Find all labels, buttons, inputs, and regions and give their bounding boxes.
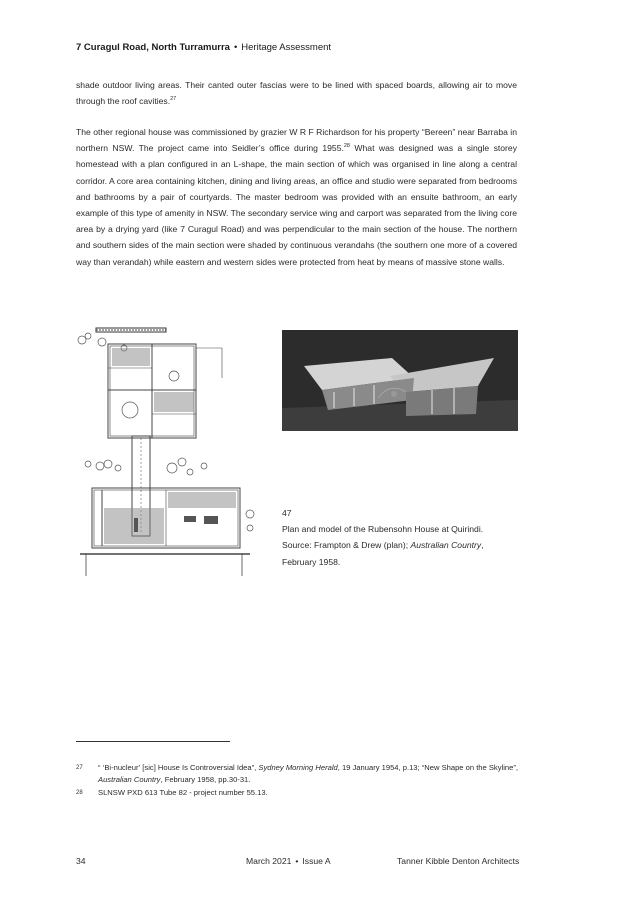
house-model-photo	[282, 330, 518, 431]
figure-caption	[282, 505, 522, 570]
footnote-text-part: , 19 January 1954, p.13; “New Shape on the Skyline”,	[337, 763, 518, 772]
figure-number: 47	[282, 508, 292, 518]
body-paragraph-1	[76, 77, 517, 109]
footer-date-issue	[246, 856, 331, 866]
page-number: 34	[76, 856, 86, 866]
figure-source	[282, 537, 522, 553]
footer-bullet: •	[295, 856, 299, 866]
footnote-ref-28[interactable]: 28	[343, 143, 350, 150]
paragraph-1-text: shade outdoor living areas. Their canted outer fascias were to be lined with spaced boards, allowing air to move through the roof cavities.	[76, 80, 517, 107]
footnote-text: SLNSW PXD 613 Tube 82 - project number 55.13.	[98, 788, 268, 797]
page-header	[76, 42, 331, 53]
figure-source-publication: Australian Country	[410, 540, 482, 551]
footnote-divider	[76, 741, 230, 742]
footnote-28	[76, 787, 521, 799]
footnote-text-part: “ ‘Bi-nucleur’ [sic] House Is Controversial Idea”,	[98, 763, 259, 772]
footer-date: March 2021	[246, 856, 292, 866]
footer-firm: Tanner Kibble Denton Architects	[397, 856, 520, 866]
figure-source-prefix: Source: Frampton & Drew (plan);	[282, 540, 411, 551]
footnote-ref-27[interactable]: 27	[170, 96, 177, 103]
footnote-publication: Sydney Morning Herald	[258, 763, 338, 772]
footnote-publication: Australian Country	[98, 775, 161, 785]
header-title: 7 Curagul Road, North Turramurra	[76, 42, 230, 53]
footnote-text-part: , February 1958, pp.30-31.	[160, 775, 251, 785]
footer-issue: Issue A	[302, 856, 331, 866]
paragraph-2-text-after: What was designed was a single storey homestead with a plan configured in an L-shape, the main section of which was organised in line along a central corridor. A core area containing kitchen, dining and living areas, an office and studio were separated from bedrooms and bathrooms by a pair of courtyards. The master bedroom was provided with an ensuite bathroom, an early example of this type of amenity in NSW. The secondary service wing and carport was separated from the living core area by a drying yard (like 7 Curagul Road) and was perpendicular to the main section of the house. The northern and southern sides of the main section were shaded by continuous verandahs (the southern one more of a covered way than verandah) while eastern and western sides were protected from heat by means of massive stone walls.	[76, 143, 517, 267]
header-bullet: •	[233, 42, 238, 53]
footnote-text	[98, 762, 521, 787]
header-subtitle: Heritage Assessment	[241, 42, 332, 53]
figure-source-date: February 1958.	[282, 556, 341, 567]
floor-plan-drawing	[74, 318, 256, 580]
figure-source-suffix: ,	[481, 540, 484, 551]
body-paragraph-2	[76, 124, 517, 270]
footnote-number: 28	[76, 790, 83, 796]
footnote-27	[76, 762, 521, 787]
footnote-number: 27	[76, 765, 83, 771]
figure-caption-line: Plan and model of the Rubensohn House at Quirindi.	[282, 524, 484, 535]
paragraph-2-text-before: The other regional house was commissioned by grazier W R F Richardson for his property “Bereen” near Barraba in northern NSW. The project came into Seidler’s office during 1955.	[76, 127, 517, 154]
